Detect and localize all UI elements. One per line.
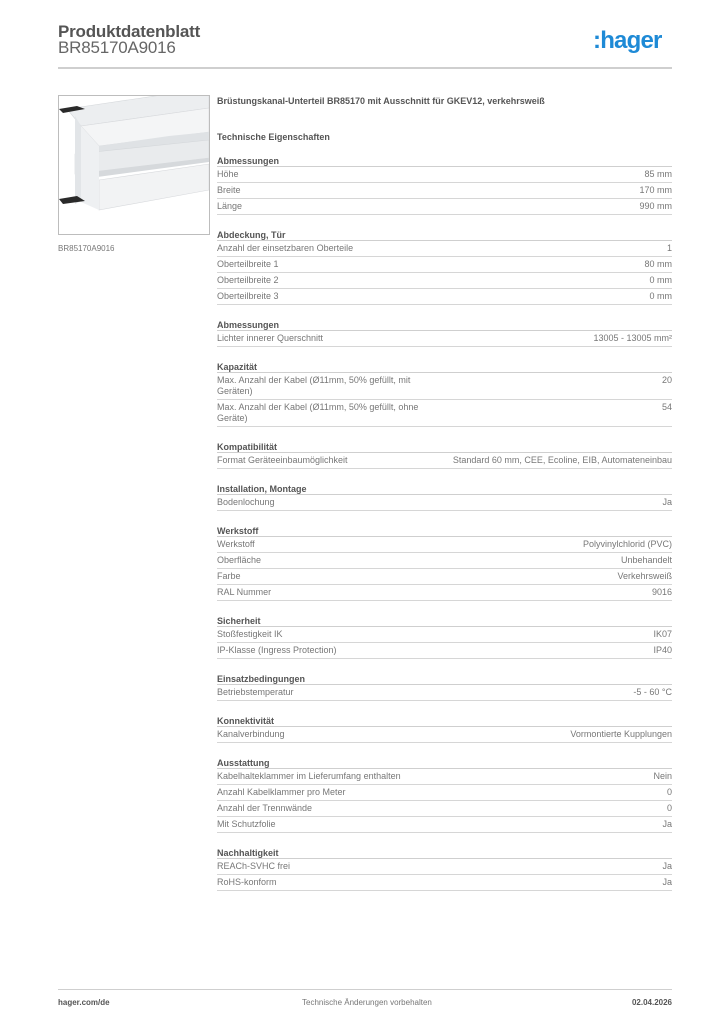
spec-row bbox=[217, 257, 672, 273]
hager-logo: :hager bbox=[593, 27, 662, 54]
spec-value: -5 - 60 °C bbox=[633, 687, 672, 697]
spec-label: Oberteilbreite 3 bbox=[217, 291, 279, 301]
cable-trunking-icon bbox=[59, 96, 210, 235]
spec-section bbox=[217, 715, 672, 743]
spec-label: Länge bbox=[217, 201, 243, 211]
spec-row bbox=[217, 167, 672, 183]
section-title: Kompatibilität bbox=[217, 441, 672, 453]
specs-content bbox=[217, 95, 672, 891]
spec-section bbox=[217, 615, 672, 659]
section-title: Sicherheit bbox=[217, 615, 672, 627]
spec-label: Oberteilbreite 1 bbox=[217, 259, 279, 269]
section-title: Abmessungen bbox=[217, 155, 672, 167]
spec-row bbox=[217, 817, 672, 833]
spec-label: Oberfläche bbox=[217, 555, 262, 565]
spec-section bbox=[217, 673, 672, 701]
spec-row bbox=[217, 685, 672, 701]
spec-value: 9016 bbox=[651, 587, 672, 597]
spec-label: REACh-SVHC frei bbox=[217, 861, 291, 871]
footer-notice: Technische Änderungen vorbehalten bbox=[302, 998, 432, 1007]
spec-label: RoHS-konform bbox=[217, 877, 277, 887]
spec-label: IP-Klasse (Ingress Protection) bbox=[217, 645, 337, 655]
spec-row bbox=[217, 331, 672, 347]
footer-divider bbox=[58, 989, 672, 990]
section-title: Ausstattung bbox=[217, 757, 672, 769]
section-title: Abdeckung, Tür bbox=[217, 229, 672, 241]
section-title: Abmessungen bbox=[217, 319, 672, 331]
spec-section bbox=[217, 319, 672, 347]
spec-row bbox=[217, 875, 672, 891]
spec-value: 0 mm bbox=[649, 275, 672, 285]
spec-row bbox=[217, 785, 672, 801]
spec-value: 170 mm bbox=[639, 185, 672, 195]
spec-label: Anzahl der einsetzbaren Oberteile bbox=[217, 243, 354, 253]
spec-row bbox=[217, 241, 672, 257]
spec-value: 990 mm bbox=[639, 201, 672, 211]
spec-row bbox=[217, 727, 672, 743]
spec-section bbox=[217, 525, 672, 601]
spec-label: Werkstoff bbox=[217, 539, 255, 549]
spec-row bbox=[217, 859, 672, 875]
product-image bbox=[58, 95, 210, 235]
spec-value: Unbehandelt bbox=[620, 555, 672, 565]
spec-row bbox=[217, 585, 672, 601]
spec-row bbox=[217, 801, 672, 817]
spec-label: Stoßfestigkeit IK bbox=[217, 629, 283, 639]
footer-website-link[interactable]: hager.com/de bbox=[58, 998, 110, 1007]
spec-section bbox=[217, 361, 672, 427]
spec-value: Verkehrsweiß bbox=[617, 571, 672, 581]
spec-section bbox=[217, 483, 672, 511]
spec-value: Ja bbox=[662, 819, 672, 829]
spec-section bbox=[217, 229, 672, 305]
spec-label: Kabelhalteklammer im Lieferumfang enthalten bbox=[217, 771, 401, 781]
spec-row bbox=[217, 769, 672, 785]
spec-value: 85 mm bbox=[644, 169, 672, 179]
technical-properties-heading: Technische Eigenschaften bbox=[217, 132, 330, 142]
spec-label: Breite bbox=[217, 185, 241, 195]
spec-row bbox=[217, 183, 672, 199]
spec-value: 0 bbox=[666, 803, 672, 813]
spec-label: Kanalverbindung bbox=[217, 729, 285, 739]
spec-row bbox=[217, 643, 672, 659]
spec-label: Bodenlochung bbox=[217, 497, 275, 507]
spec-label: Anzahl der Trennwände bbox=[217, 803, 313, 813]
spec-value: 54 bbox=[661, 402, 672, 412]
spec-section bbox=[217, 757, 672, 833]
spec-label: Oberteilbreite 2 bbox=[217, 275, 279, 285]
spec-label: RAL Nummer bbox=[217, 587, 272, 597]
footer-date: 02.04.2026 bbox=[631, 998, 672, 1007]
spec-label: Lichter innerer Querschnitt bbox=[217, 333, 324, 343]
spec-row bbox=[217, 537, 672, 553]
spec-value: Nein bbox=[653, 771, 672, 781]
spec-label: Anzahl Kabelklammer pro Meter bbox=[217, 787, 346, 797]
spec-value: 0 mm bbox=[649, 291, 672, 301]
spec-label: Betriebstemperatur bbox=[217, 687, 294, 697]
spec-value: 80 mm bbox=[644, 259, 672, 269]
section-title: Konnektivität bbox=[217, 715, 672, 727]
spec-row bbox=[217, 400, 672, 427]
section-title: Installation, Montage bbox=[217, 483, 672, 495]
spec-value: IP40 bbox=[653, 645, 672, 655]
spec-value: Polyvinylchlorid (PVC) bbox=[582, 539, 672, 549]
section-title: Kapazität bbox=[217, 361, 672, 373]
spec-label: Höhe bbox=[217, 169, 239, 179]
section-title: Einsatzbedingungen bbox=[217, 673, 672, 685]
product-image-caption: BR85170A9016 bbox=[58, 244, 115, 253]
spec-label: Max. Anzahl der Kabel (Ø11mm, 50% gefüllt, mit Geräten) bbox=[217, 375, 411, 396]
spec-label: Farbe bbox=[217, 571, 241, 581]
spec-row bbox=[217, 495, 672, 511]
spec-section bbox=[217, 441, 672, 469]
product-description: Brüstungskanal-Unterteil BR85170 mit Ausschnitt für GKEV12, verkehrsweiß bbox=[217, 96, 545, 106]
spec-value: Standard 60 mm, CEE, Ecoline, EIB, Automateneinbau bbox=[452, 455, 672, 465]
spec-value: Ja bbox=[662, 497, 672, 507]
section-title: Nachhaltigkeit bbox=[217, 847, 672, 859]
spec-section bbox=[217, 155, 672, 215]
spec-row bbox=[217, 627, 672, 643]
spec-value: 1 bbox=[666, 243, 672, 253]
spec-row bbox=[217, 289, 672, 305]
spec-label: Mit Schutzfolie bbox=[217, 819, 276, 829]
spec-value: Vormontierte Kupplungen bbox=[570, 729, 672, 739]
spec-row bbox=[217, 273, 672, 289]
spec-sections bbox=[217, 155, 672, 891]
spec-label: Format Geräteeinbaumöglichkeit bbox=[217, 455, 348, 465]
spec-row bbox=[217, 553, 672, 569]
spec-label: Max. Anzahl der Kabel (Ø11mm, 50% gefüllt, ohne Geräte) bbox=[217, 402, 419, 423]
spec-section bbox=[217, 847, 672, 891]
spec-value: 13005 - 13005 mm² bbox=[593, 333, 672, 343]
spec-row bbox=[217, 569, 672, 585]
spec-row bbox=[217, 199, 672, 215]
spec-value: 20 bbox=[661, 375, 672, 385]
spec-value: 0 bbox=[666, 787, 672, 797]
spec-value: Ja bbox=[662, 861, 672, 871]
spec-value: IK07 bbox=[653, 629, 672, 639]
spec-value: Ja bbox=[662, 877, 672, 887]
section-title: Werkstoff bbox=[217, 525, 672, 537]
spec-row bbox=[217, 453, 672, 469]
document-title: Produktdatenblatt bbox=[58, 22, 201, 41]
spec-row bbox=[217, 373, 672, 400]
article-number: BR85170A9016 bbox=[58, 38, 176, 57]
header-divider bbox=[58, 67, 672, 69]
